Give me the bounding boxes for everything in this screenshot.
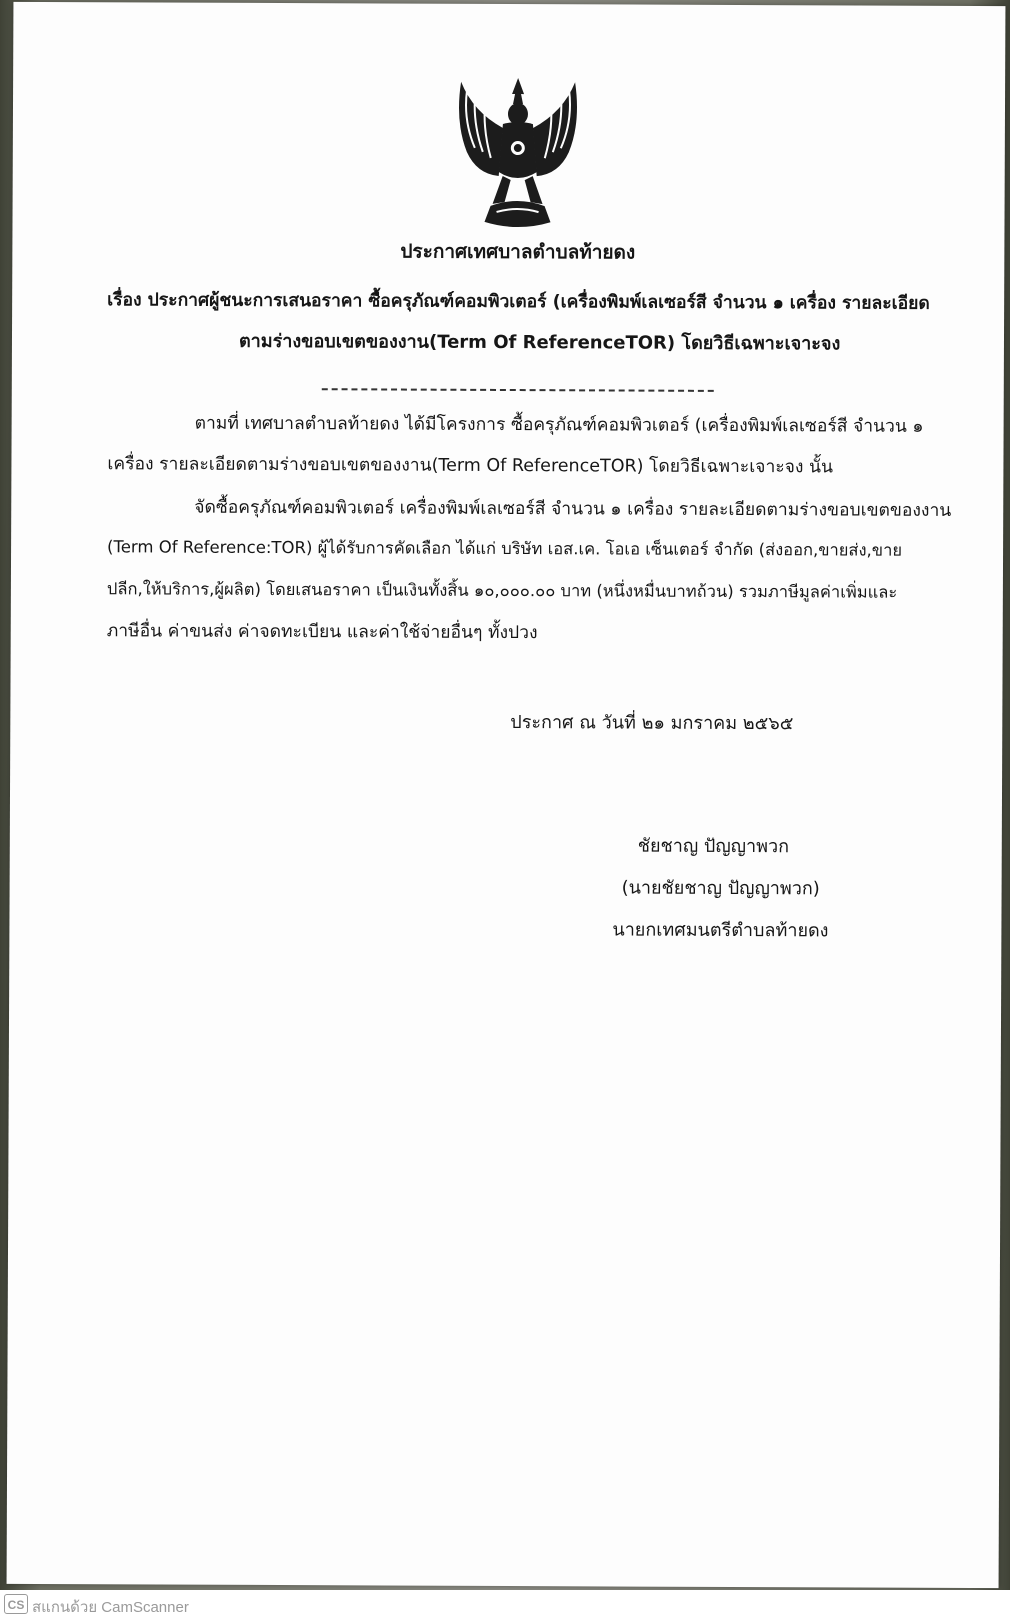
camscanner-logo-icon: CS: [4, 1594, 28, 1614]
document-page: [7, 2, 1006, 1588]
scanner-footer: [0, 1590, 1010, 1620]
garuda-emblem-icon: [452, 72, 583, 239]
signatory-position: นายกเทศมนตรีตำบลท้ายดง: [612, 919, 829, 942]
camscanner-watermark: สแกนด้วย CamScanner: [32, 1599, 189, 1616]
signatory-full-name: (นายชัยชาญ ปัญญาพวก): [621, 877, 820, 900]
paragraph-2-line-4: ภาษีอื่น ค่าขนส่ง ค่าจดทะเบียน และค่าใช้จ่ายอื่นๆ ทั้งปวง: [106, 621, 538, 644]
signed-name: ชัยชาญ ปัญญาพวก: [637, 835, 790, 858]
subject-line-2: ตามร่างขอบเขตของงาน(Term Of ReferenceTOR) โดยวิธีเฉพาะเจาะจง: [238, 330, 841, 355]
paragraph-2-line-3: ปลีก,ให้บริการ,ผู้ผลิต) โดยเสนอราคา เป็นเงินทั้งสิ้น ๑๐,๐๐๐.๐๐ บาท (หนึ่งหมื่นบาทถ้วน) รวมภาษีมูลค่าเพิ่มและ: [106, 579, 898, 602]
section-divider: [322, 388, 714, 392]
paragraph-1-line-1: ตามที่ เทศบาลตำบลท้ายดง ได้มีโครงการ ซื้อครุภัณฑ์คอมพิวเตอร์ (เครื่องพิมพ์เลเซอร์สี จำนวน ๑: [194, 413, 924, 437]
announcement-date: ประกาศ ณ วันที่ ๒๑ มกราคม ๒๕๖๕: [510, 712, 794, 735]
paragraph-1-line-2: เครื่อง รายละเอียดตามร่างขอบเขตของงาน(Term Of ReferenceTOR) โดยวิธีเฉพาะเจาะจง นั้น: [107, 454, 834, 478]
paragraph-2-line-1: จัดซื้อครุภัณฑ์คอมพิวเตอร์ เครื่องพิมพ์เลเซอร์สี จำนวน ๑ เครื่อง รายละเอียดตามร่างขอบเขตของงาน: [194, 497, 952, 521]
agency-title: ประกาศเทศบาลตำบลท้ายดง: [400, 240, 636, 264]
paragraph-2-line-2: (Term Of Reference:TOR) ผู้ได้รับการคัดเลือก ได้แก่ บริษัท เอส.เค. โอเอ เซ็นเตอร์ จำกัด (ส่งออก,ขายส่ง,ขาย: [107, 537, 903, 560]
subject-line-1: เรื่อง ประกาศผู้ชนะการเสนอราคา ซื้อครุภัณฑ์คอมพิวเตอร์ (เครื่องพิมพ์เลเซอร์สี จำนวน ๑ เครื่อง รายละเอียด: [107, 290, 930, 314]
